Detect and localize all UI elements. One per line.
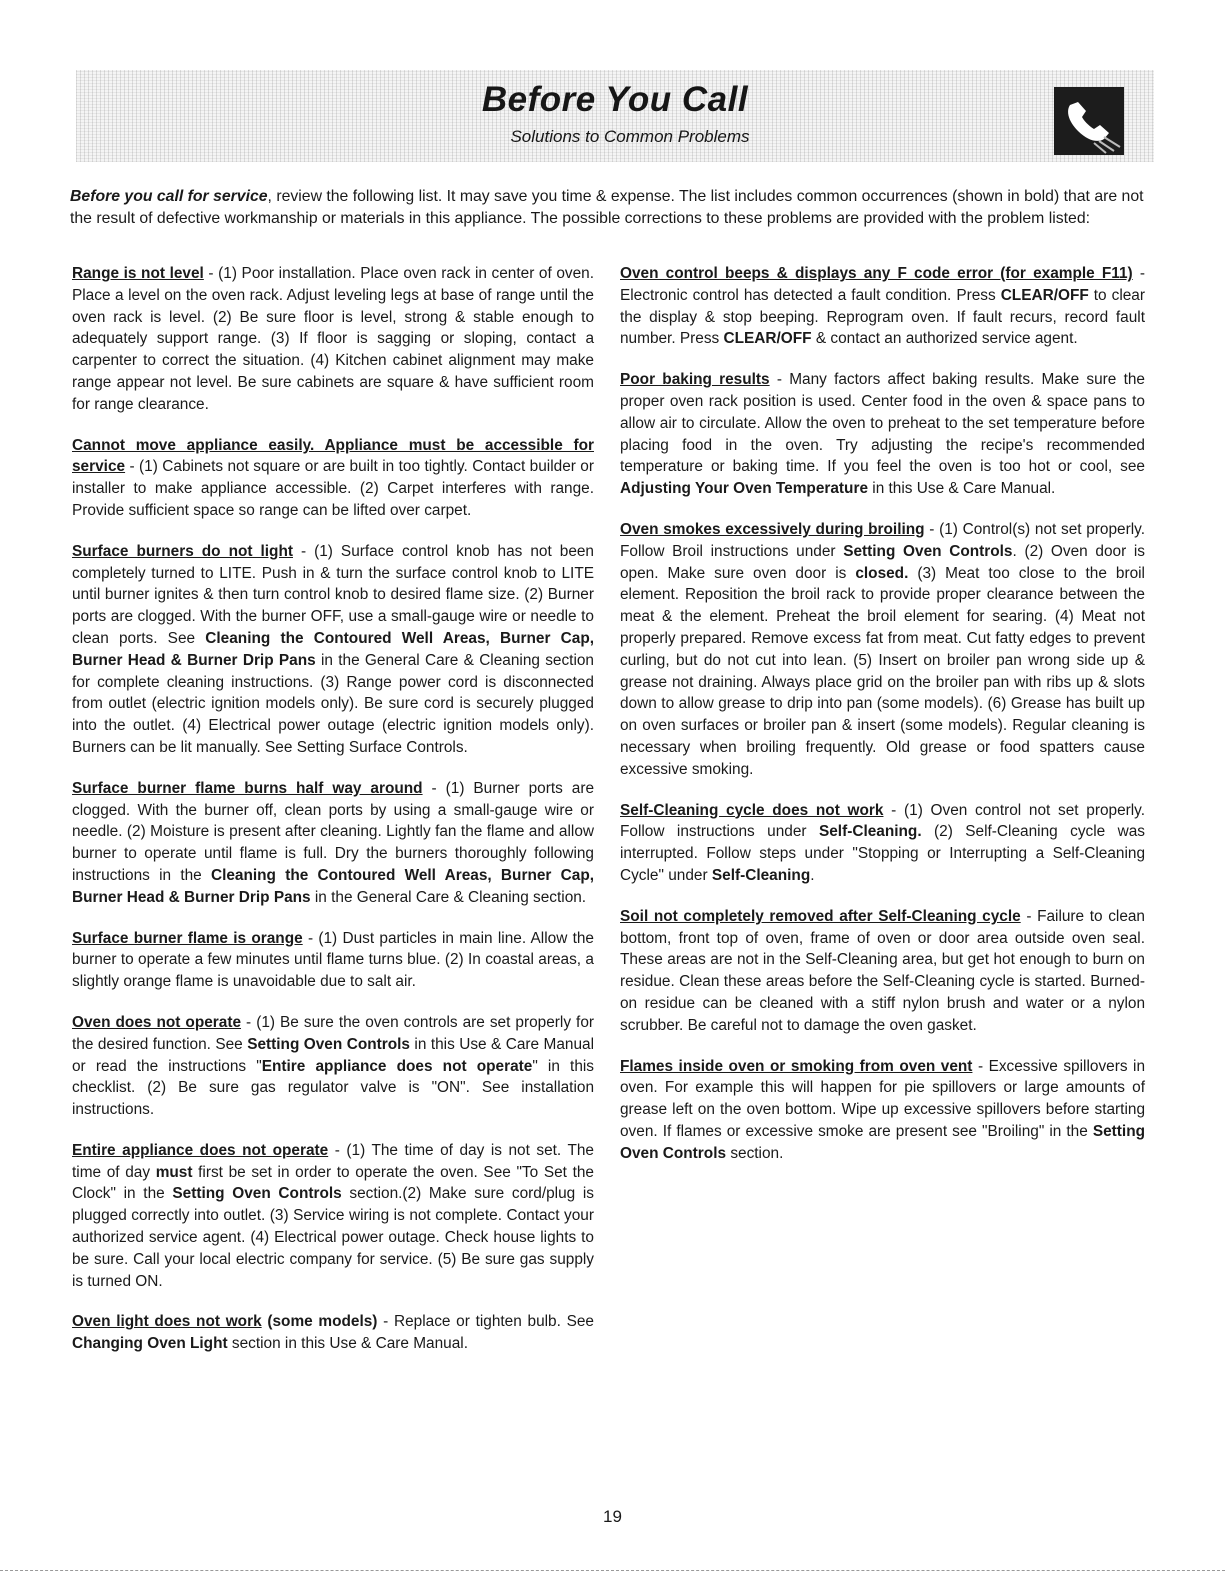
solution-text: . (2) Oven door is open. Make sure oven door is [620, 542, 1145, 582]
solution-text: to clear the display & stop beeping. Reprogram oven. If fault recurs, record fault number. Press [620, 286, 1145, 348]
intro-paragraph [70, 186, 1145, 230]
solution-text: (2) Self-Cleaning cycle was interrupted. Follow steps under "Stopping or Interrupting a Self-Cleaning Cycle" under [620, 823, 1145, 884]
problem-heading: Oven does not operate [72, 1013, 242, 1031]
solution-text: in this Use & Care Manual or read the instructions " [72, 1035, 595, 1075]
bold-reference: Cleaning the Contoured Well Areas, Burner Cap, Burner Head & Burner Drip Pans [72, 629, 595, 669]
troubleshooting-item [72, 1311, 594, 1355]
solution-text: - (1) Oven control not set properly. Follow instructions under [620, 801, 1146, 841]
left-column [72, 263, 594, 1374]
solution-text: & contact an authorized service agent. [811, 330, 1078, 348]
telephone-icon [1054, 87, 1124, 155]
page-subtitle: Solutions to Common Problems [510, 127, 750, 146]
problem-heading: Entire appliance does not operate [72, 1141, 329, 1159]
bold-reference: must [155, 1163, 193, 1181]
bold-reference: Setting Oven Controls [843, 542, 1013, 560]
bold-reference: CLEAR/OFF [723, 330, 812, 348]
troubleshooting-item [620, 369, 1145, 500]
header-banner [76, 70, 1154, 162]
problem-heading: Surface burner flame is orange [72, 929, 303, 947]
solution-text: " in this checklist. (2) Be sure gas regulator valve is "ON". See installation instructions. [72, 1057, 594, 1119]
bold-reference: Self-Cleaning [711, 866, 811, 884]
troubleshooting-item [620, 800, 1145, 887]
solution-text: in the General Care & Cleaning section. [310, 888, 587, 906]
problem-heading: Oven control beeps & displays any F code error (for example F11) [620, 265, 1133, 282]
troubleshooting-item [72, 435, 594, 522]
solution-text: - (1) Poor installation. Place oven rack in center of oven. Place a level on the oven rack. Adjust leveling legs at base of range until the oven rack is level. (2) Be sure floor is level, strong & stable enough to adequately support range. (3) If floor is sagging or sloping, contact a carpenter to correct the situation. (4) Kitchen cabinet alignment may make range appear not level. Be sure cabinets are square & have sufficient room for range clearance. [72, 265, 595, 413]
solution-text: - Many factors affect baking results. Make sure the proper oven rack position is used. Center food in the oven & space pans to allow air to circulate. Allow the oven to preheat to the set temperature before placing food in the oven. Try adjusting the recipe's recommended temperature or baking time. If you feel the oven is too hot or cool, see [620, 371, 1145, 476]
problem-heading: Poor baking results [620, 371, 770, 389]
bold-reference: Entire appliance does not operate [261, 1057, 533, 1075]
solution-text: - Excessive spillovers in oven. For example this will happen for pie spillovers or large amounts of grease left on the oven bottom. Wipe up excessive spillovers before starting oven. If flames or excessive smoke are present see "Broiling" in the [620, 1057, 1145, 1140]
problem-heading: Self-Cleaning cycle does not work [620, 801, 884, 819]
troubleshooting-item [620, 263, 1145, 350]
bold-reference: Adjusting Your Oven Temperature [620, 480, 868, 498]
troubleshooting-item [620, 519, 1145, 781]
problem-heading: Surface burners do not light [72, 542, 293, 560]
solution-text: - Replace or tighten bulb. See [377, 1313, 594, 1331]
troubleshooting-item [72, 778, 594, 909]
problem-heading: Surface burner flame burns half way around [72, 779, 423, 797]
solution-text: - (1) Control(s) not set properly. Follow Broil instructions under [620, 520, 1145, 560]
solution-text: - (1) Cabinets not square or are built in too tightly. Contact builder or installer to make appliance accessible. (2) Carpet interferes with range. Provide sufficient space so range can be lifted over carpet. [72, 458, 594, 519]
solution-text: - (1) Surface control knob has not been completely turned to LITE. Push in & turn the surface control knob to LITE until burner ignites & then turn control knob to desired flame size. (2) Burner ports are clogged. With the burner OFF, use a small-gauge wire or needle to clean ports. See [72, 542, 594, 647]
problem-heading: Flames inside oven or smoking from oven vent [620, 1057, 973, 1075]
solution-text: - (1) Be sure the oven controls are set properly for the desired function. See [72, 1013, 594, 1053]
troubleshooting-item [72, 263, 594, 416]
problem-heading: Oven light does not work [72, 1313, 262, 1331]
solution-text: section in this Use & Care Manual. [227, 1335, 468, 1353]
bold-reference: Cleaning the Contoured Well Areas, Burner Cap, Burner Head & Burner Drip Pans [72, 866, 594, 906]
bold-reference: closed. [855, 564, 909, 582]
bold-reference: Setting Oven Controls [247, 1035, 410, 1053]
solution-text: section. [726, 1144, 784, 1162]
problem-heading: Range is not level [72, 265, 204, 282]
troubleshooting-item [72, 541, 594, 759]
bold-reference: Self-Cleaning. [818, 823, 922, 841]
intro-lead: Before you call for service [70, 188, 268, 205]
troubleshooting-item [72, 1140, 594, 1293]
solution-text: section.(2) Make sure cord/plug is plugged correctly into outlet. (3) Service wiring is not complete. Contact your authorized service agent. (4) Electrical power outage. Check house lights to be sure. Call your local electric company for service. (5) Be sure gas supply is turned ON. [72, 1185, 595, 1290]
troubleshooting-item [620, 1056, 1145, 1165]
solution-text: - (1) Dust particles in main line. Allow the burner to operate a few minutes until flame turns blue. (2) In coastal areas, a slightly orange flame is unavoidable due to salt air. [72, 929, 594, 991]
solution-text: first be set in order to operate the oven. See "To Set the Clock" in the [72, 1163, 594, 1203]
bold-reference: (some models) [261, 1313, 378, 1331]
troubleshooting-item [72, 928, 594, 993]
solution-text: (3) Meat too close to the broil element. Reposition the broil rack to provide proper clearance between the meat & the element. Preheat the broil element for searing. (4) Meat not properly prepared. Remove excess fat from meat. Cut fatty edges to prevent curling, but do not cut into lean. (5) Insert on broiler pan wrong side up & grease not draining. Always place grid on the broiler pan with ribs up & slots down to allow grease to drip into pan (some models). (6) Grease has built up on oven surfaces or broiler pan & insert (some models). Regular cleaning is necessary when broiling frequently. Old grease or food spatters cause excessive smoking. [620, 564, 1145, 778]
bold-reference: Setting Oven Controls [172, 1185, 342, 1203]
solution-text: - Electronic control has detected a fault condition. Press [620, 265, 1145, 304]
page-number: 19 [603, 1507, 622, 1526]
solution-text: . [810, 866, 815, 884]
bold-reference: Changing Oven Light [72, 1335, 228, 1353]
page-title: Before You Call [481, 80, 749, 119]
solution-text: in this Use & Care Manual. [868, 480, 1056, 498]
problem-heading: Oven smokes excessively during broiling [620, 520, 925, 538]
problem-heading: Soil not completely removed after Self-Cleaning cycle [620, 907, 1021, 925]
troubleshooting-item [620, 906, 1145, 1037]
solution-text: in the General Care & Cleaning section for complete cleaning instructions. (3) Range power cord is disconnected from outlet (electric ignition models only). Be sure cord is securely plugged into the outlet. (4) Electrical power outage (electric ignition models only). Burners can be lit manually. See Setting Surface Controls. [72, 651, 594, 756]
troubleshooting-item [72, 1012, 594, 1121]
bottom-divider [0, 1570, 1225, 1571]
right-column [620, 263, 1145, 1183]
solution-text: - (1) Burner ports are clogged. With the burner off, clean ports by using a small-gauge wire or needle. (2) Moisture is present after cleaning. Lightly fan the flame and allow burner to operate until flame is full. Dry the burners thoroughly following instructions in the [72, 779, 594, 884]
solution-text: - Failure to clean bottom, front top of oven, frame of oven or door area outside oven seal. These areas are not in the Self-Cleaning area, but get hot enough to burn on residue. Clean these areas before the Self-Cleaning cycle is started. Burned-on residue can be cleaned with a stiff nylon brush and water or a nylon scrubber. Be careful not to damage the oven gasket. [620, 907, 1145, 1034]
problem-heading: Cannot move appliance easily. Appliance must be accessible for service [72, 436, 594, 476]
intro-text: , review the following list. It may save you time & expense. The list includes common occurrences (shown in bold) that are not the result of defective workmanship or materials in this appliance. The possible corrections to these problems are provided with the problem listed: [70, 188, 1144, 227]
solution-text: - (1) The time of day is not set. The time of day [72, 1141, 594, 1181]
bold-reference: Setting Oven Controls [620, 1122, 1145, 1162]
bold-reference: CLEAR/OFF [1000, 286, 1089, 304]
